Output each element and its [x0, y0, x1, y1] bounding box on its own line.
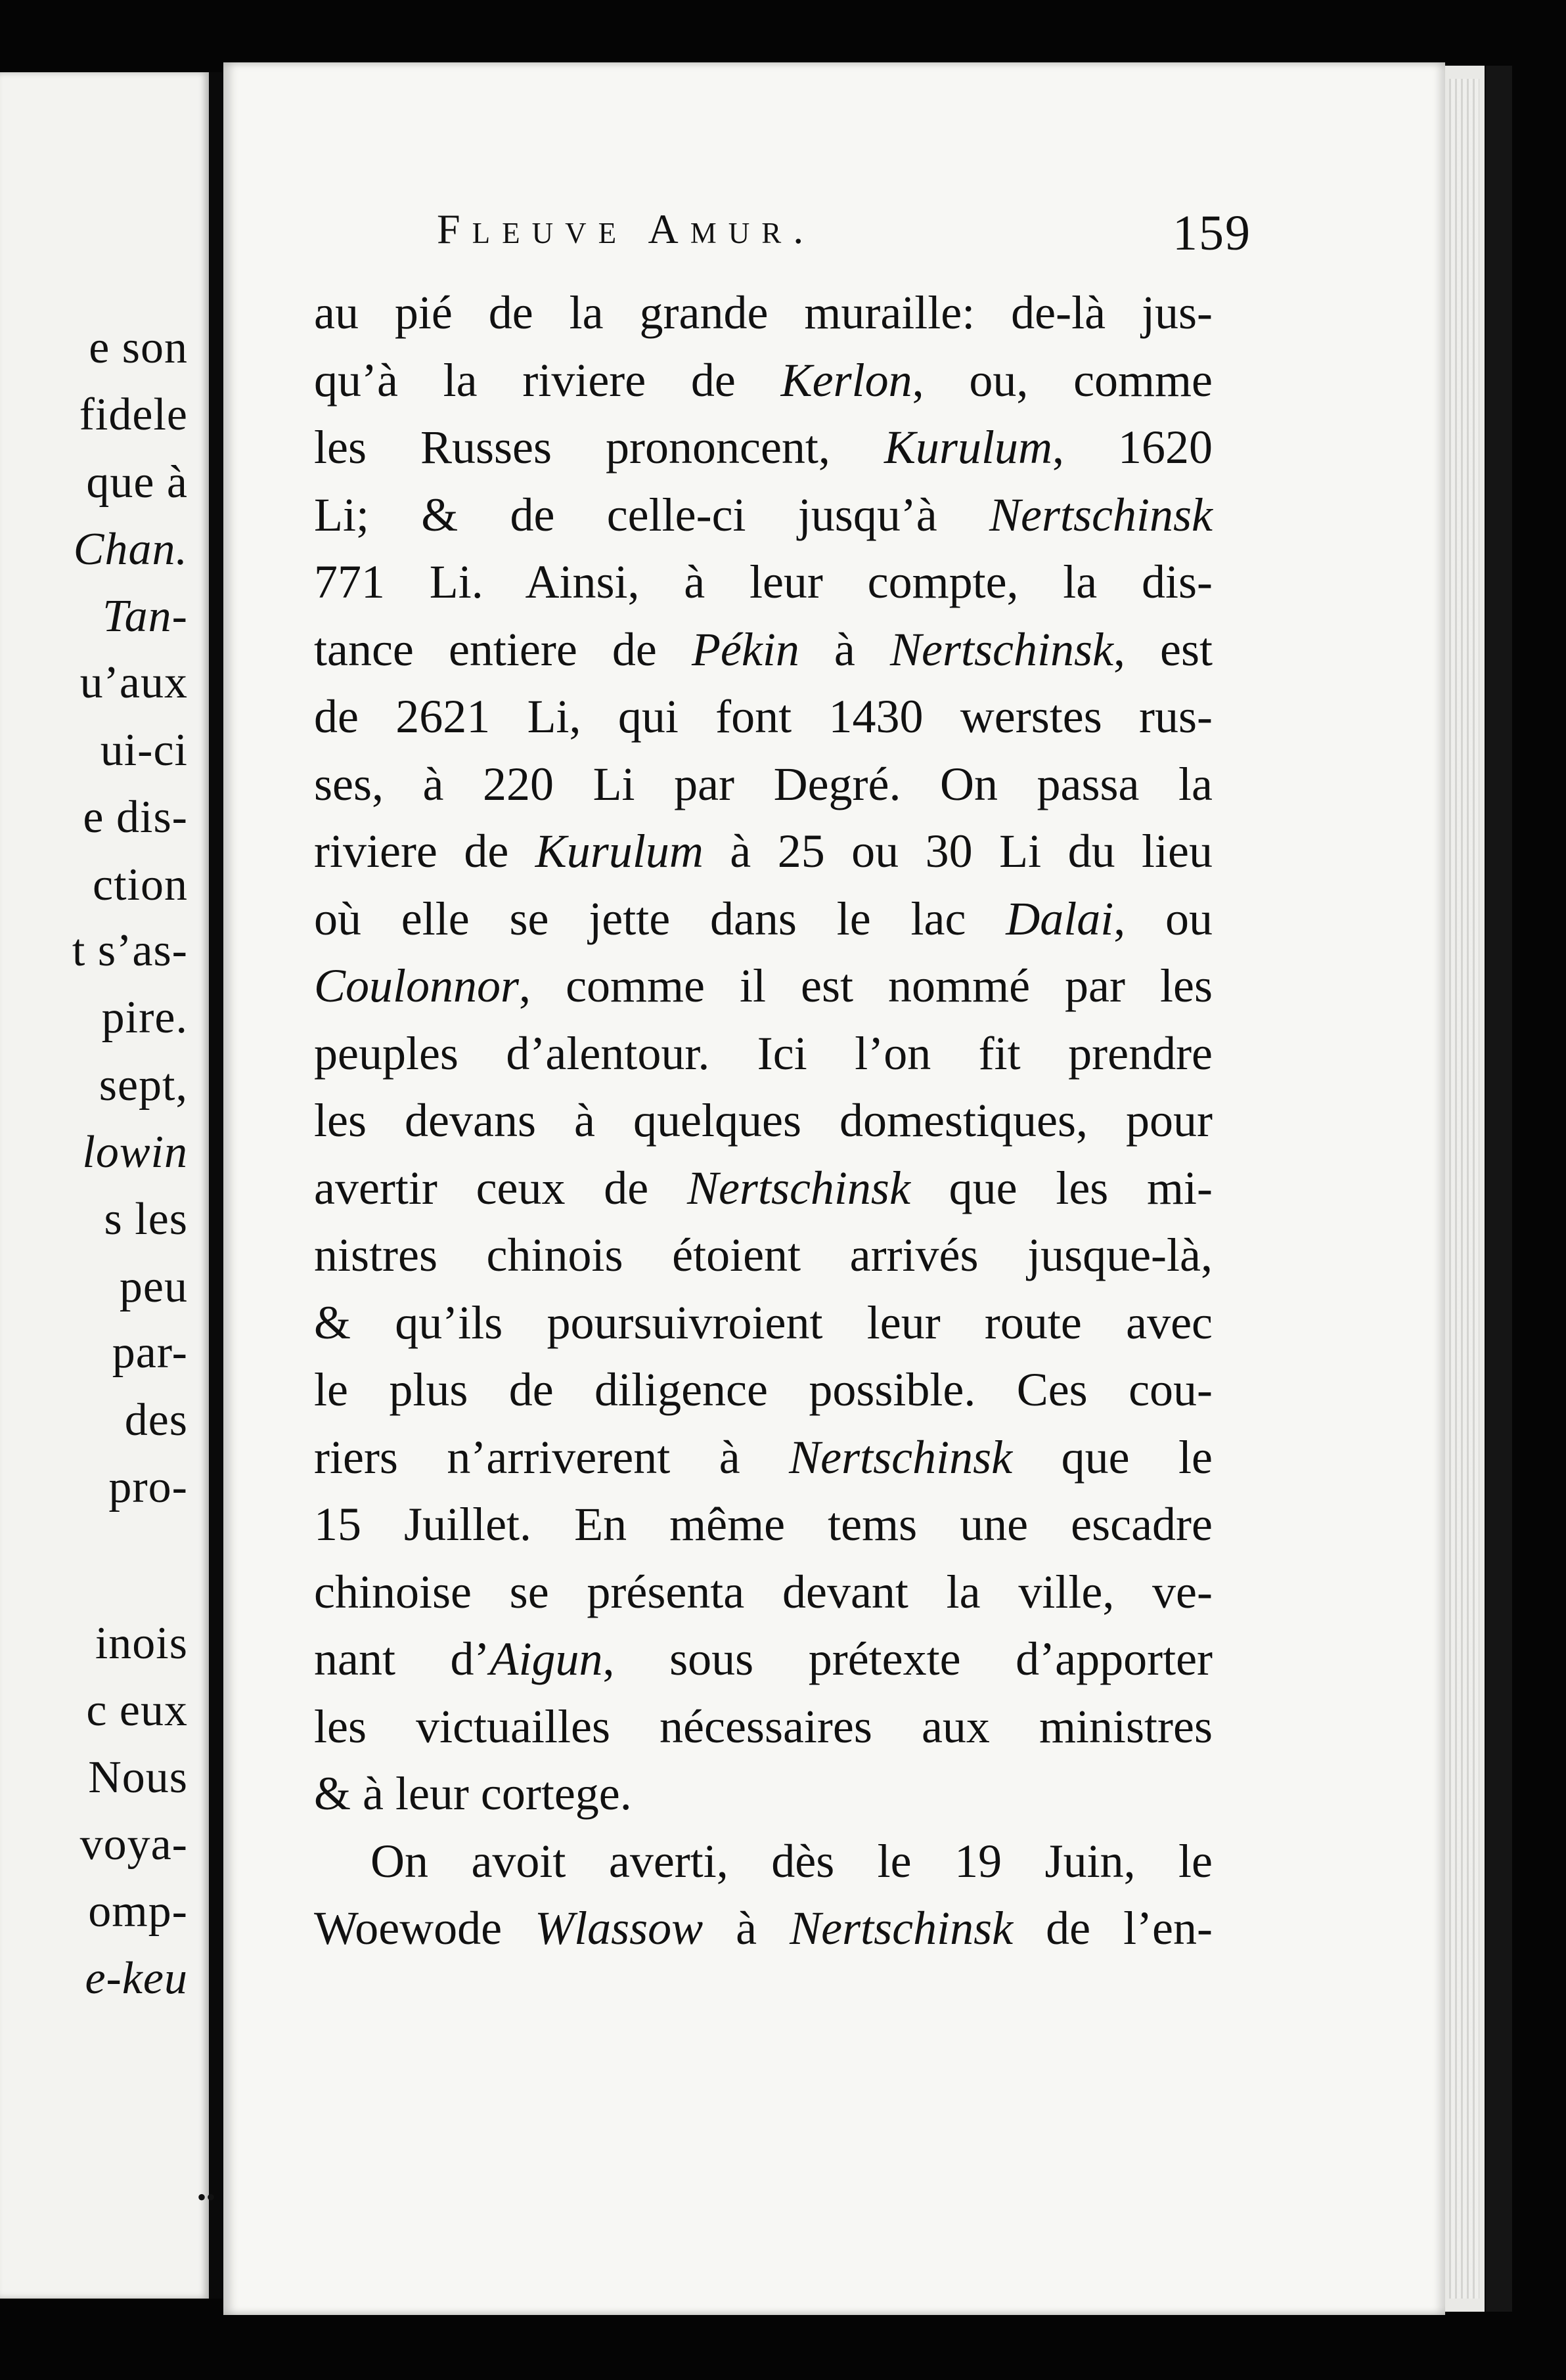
italic-name: Dalai [1006, 892, 1114, 945]
italic-name: Nertschinsk [790, 1902, 1014, 1954]
text-line: Woewode Wlassow à Nertschinsk de l’en- [314, 1902, 1213, 1954]
previous-page-fragment [0, 72, 209, 2299]
previous-page-line: ction [93, 860, 188, 910]
text-line: Coulonnor, comme il est nommé par les [314, 959, 1213, 1012]
text-line: les Russes prononcent, Kurulum, 1620 [314, 421, 1213, 474]
previous-page-line: voya- [79, 1819, 188, 1870]
text-line: peuples d’alentour. Ici l’on fit prendre [314, 1026, 1213, 1080]
ink-dots: •• [197, 2182, 216, 2212]
book-cover-edge [1486, 66, 1512, 2312]
previous-page-line: lowin [82, 1127, 188, 1178]
text-line: de 2621 Li, qui font 1430 werstes rus- [314, 690, 1213, 743]
italic-name: Kurulum [535, 825, 704, 877]
previous-page-line: omp- [88, 1886, 188, 1937]
text-line: où elle se jette dans le lac Dalai, ou [314, 892, 1213, 945]
text-line: nant d’Aigun, sous prétexte d’apporter [314, 1633, 1213, 1685]
text-line: les victuailles nécessaires aux ministres [314, 1700, 1213, 1753]
previous-page-line: sept, [99, 1060, 188, 1111]
previous-page-line: fidele [79, 389, 188, 440]
page-number: 159 [1173, 206, 1251, 261]
previous-page-line: par- [112, 1327, 188, 1378]
previous-page-line: Nous [88, 1752, 188, 1803]
text-line: Li; & de celle-ci jusqu’à Nertschinsk [314, 488, 1213, 541]
italic-name: Aigun [489, 1633, 603, 1685]
previous-page-line: s les [104, 1194, 188, 1245]
text-line: tance entiere de Pékin à Nertschinsk, est [314, 623, 1213, 676]
previous-page-line: peu [119, 1262, 188, 1312]
previous-page-line: pro- [108, 1462, 188, 1512]
text-line: ses, à 220 Li par Degré. On passa la [314, 757, 1213, 810]
previous-page-line: e-keu [85, 1953, 188, 2004]
text-line: riviere de Kurulum à 25 ou 30 Li du lieu [314, 825, 1213, 877]
previous-page-line: e dis- [83, 792, 188, 843]
text-line: On avoit averti, dès le 19 Juin, le [370, 1834, 1213, 1887]
italic-name: Nertschinsk [989, 488, 1213, 541]
running-head [437, 205, 1251, 261]
italic-name: Kerlon [780, 353, 912, 407]
previous-page-line: que à [86, 457, 188, 508]
text-line: chinoise se présenta devant la ville, ve- [314, 1565, 1213, 1618]
text-line: 771 Li. Ainsi, à leur compte, la dis- [314, 556, 1213, 608]
book-gutter [209, 72, 223, 2299]
previous-page-line: ui-ci [100, 725, 188, 776]
text-line: au pié de la grande muraille: de-là jus- [314, 286, 1213, 339]
italic-name: Coulonnor [314, 959, 520, 1012]
page-stack-edges [1449, 79, 1479, 2299]
previous-page-line: des [124, 1395, 188, 1445]
italic-name: Nertschinsk [686, 1161, 910, 1214]
running-head-title: Fleuve Amur. [437, 206, 816, 252]
previous-page-line: u’aux [79, 657, 188, 708]
previous-page-line: inois [95, 1618, 188, 1669]
text-line: avertir ceux de Nertschinsk que les mi- [314, 1161, 1213, 1214]
previous-page-line: Chan. [73, 524, 188, 575]
previous-page-line: pire. [101, 992, 188, 1043]
text-line: & à leur cortege. [314, 1767, 632, 1820]
text-line: nistres chinois étoient arrivés jusque-là, [314, 1229, 1213, 1281]
italic-name: Pékin [691, 623, 799, 676]
text-line: les devans à quelques domestiques, pour [314, 1094, 1213, 1147]
previous-page-line: Tan- [102, 591, 188, 642]
italic-name: Wlassow [535, 1902, 704, 1954]
previous-page-line: e son [89, 322, 188, 373]
text-line: riers n’arriverent à Nertschinsk que le [314, 1430, 1213, 1484]
italic-name: Kurulum [884, 421, 1052, 474]
previous-page-line: c eux [86, 1685, 188, 1736]
text-line: le plus de diligence possible. Ces cou- [314, 1363, 1213, 1416]
text-line: 15 Juillet. En même tems une escadre [314, 1498, 1213, 1551]
text-line: & qu’ils poursuivroient leur route avec [314, 1296, 1213, 1349]
previous-page-line: t s’as- [72, 925, 188, 976]
italic-name: Nertschinsk [889, 623, 1113, 676]
italic-name: Nertschinsk [789, 1430, 1013, 1484]
text-line: qu’à la riviere de Kerlon, ou, comme [314, 353, 1213, 407]
